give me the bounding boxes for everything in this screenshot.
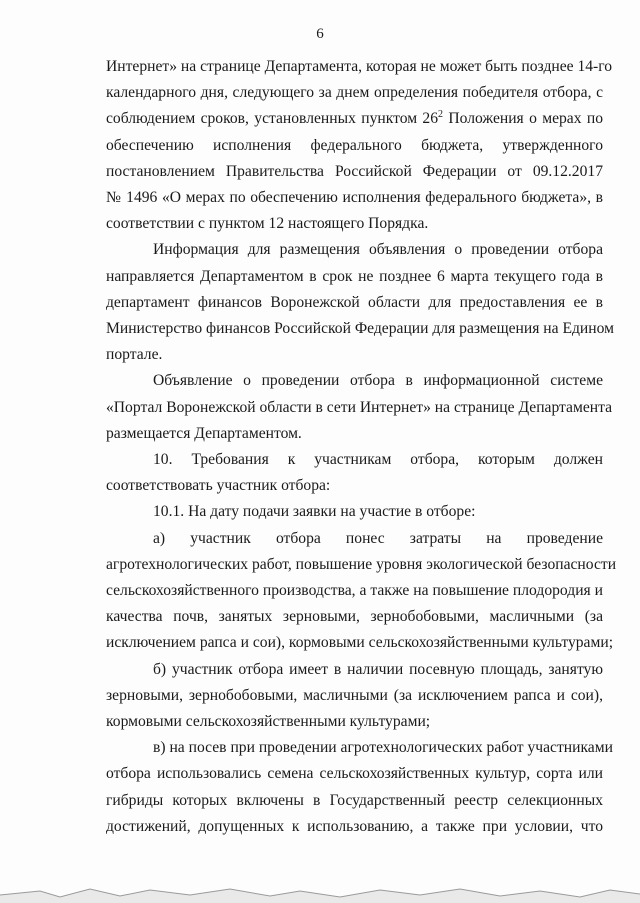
text-line: постановлением Правительства Российской Федерации от 09.12.2017 (106, 162, 603, 180)
text-line: зерновыми, зернобобовыми, масличными (за исключением рапса и сои), (106, 686, 603, 704)
page-number: 6 (316, 26, 324, 42)
text-line: Интернет» на странице Департамента, которая не может быть позднее 14-го (106, 58, 613, 75)
text-line: качества почв, занятых зерновыми, зернобобовыми, масличными (за (106, 608, 603, 626)
text-line: в) на посев при проведении агротехнологических работ участниками (153, 739, 613, 757)
text-line: обеспечению исполнения федерального бюджета, утвержденного (106, 136, 603, 154)
text-line: Объявление о проведении отбора в информационной системе (153, 372, 603, 390)
text-line: соответствовать участник отбора: (106, 477, 331, 495)
text-segment: соблюдением сроков, установленных пунктом 26 (106, 110, 438, 128)
text-line: календарного дня, следующего за днем определения победителя отбора, с (106, 84, 603, 102)
text-line: 10.1. На дату подачи заявки на участие в отборе: (153, 503, 476, 521)
text-line: 10. Требования к участникам отбора, которым должен (153, 451, 603, 468)
text-line: исключением рапса и сои), кормовыми сельскохозяйственными культурами; (106, 634, 614, 652)
text-line: кормовыми сельскохозяйственными культурами; (106, 713, 431, 730)
text-line: б) участник отбора имеет в наличии посевную площадь, занятую (153, 660, 603, 678)
text-line: департамент финансов Воронежской области для предоставления ее в (106, 293, 603, 311)
superscript: 2 (438, 109, 443, 121)
text-line: гибриды которых включены в Государственный реестр селекционных (106, 791, 603, 809)
text-line: «Портал Воронежской области в сети Интернет» на странице Департамента (106, 398, 613, 416)
text-line (106, 109, 603, 129)
text-line: соответствии с пунктом 12 настоящего Порядка. (106, 215, 429, 233)
text-line: № 1496 «О мерах по обеспечению исполнения федерального бюджета», в (106, 189, 603, 206)
text-line: портале. (106, 346, 163, 364)
text-line: достижений, допущенных к использованию, а также при условии, что (106, 817, 603, 835)
text-line: агротехнологических работ, повышение уровня экологической безопасности (106, 555, 617, 573)
text-line: направляется Департаментом в срок не позднее 6 марта текущего года в (106, 267, 603, 285)
text-line: Информация для размещения объявления о проведении отбора (153, 241, 603, 259)
text-line: размещается Департаментом. (106, 424, 302, 442)
text-segment: Положения о мерах по (443, 110, 603, 128)
text-line: сельскохозяйственного производства, а также на повышение плодородия и (106, 582, 603, 599)
text-line: а) участник отбора понес затраты на проведение (153, 529, 603, 547)
text-line: отбора использовались семена сельскохозяйственных культур, сорта или (106, 765, 603, 783)
scan-edge-artifact (0, 881, 640, 903)
text-line: Министерство финансов Российской Федерации для размещения на Едином (106, 320, 614, 337)
